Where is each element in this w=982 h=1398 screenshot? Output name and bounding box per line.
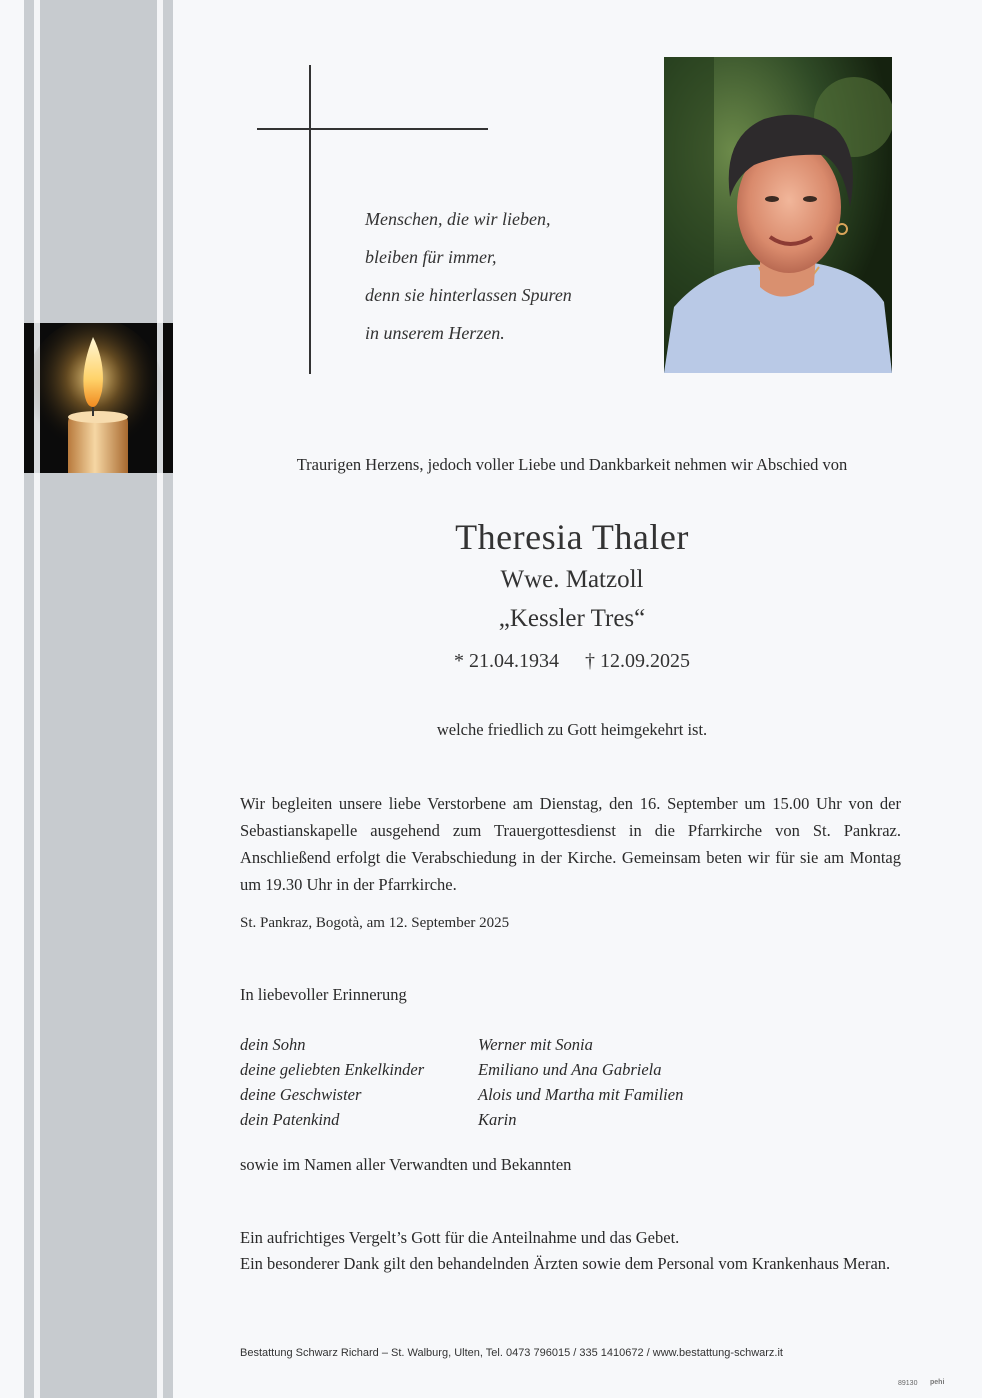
mourner-names: Karin [478, 1110, 517, 1129]
mourner-relation: deine Geschwister [240, 1085, 362, 1104]
funeral-text: Wir begleiten unsere liebe Verstorbene am Dienstag, den 16. September um 15.00 Uhr von der Sebastianskapelle ausgehend zum Trauergottesdienst in die Pfarrkirche von St. Pankraz. Anschließend erfolgt die Verabschiedung in der Kirche. Gemeinsam beten wir für sie am Montag um 19.30 Uhr in der Pfarrkirche. [240, 794, 901, 894]
poem-line: Menschen, die wir lieben, [365, 209, 551, 229]
mourner-row [240, 1057, 683, 1082]
cross-horizontal [257, 128, 488, 130]
cross-vertical [309, 65, 311, 374]
funeral-details [240, 790, 901, 898]
thanks-line: Ein besonderer Dank gilt den behandelnden Ärzten sowie dem Personal vom Krankenhaus Meran. [240, 1254, 891, 1273]
mourner-relation: dein Sohn [240, 1035, 306, 1054]
mourner-names: Werner mit Sonia [478, 1035, 593, 1054]
place-date: St. Pankraz, Bogotà, am 12. September 2025 [240, 915, 510, 931]
memorial-poem [365, 200, 655, 352]
mourner-row [240, 1032, 683, 1057]
mourner-relation: dein Patenkind [240, 1110, 340, 1129]
mourner-relation: deine geliebten Enkelkinder [240, 1060, 425, 1079]
poem-line: bleiben für immer, [365, 247, 497, 267]
return-home-text: welche friedlich zu Gott heimgekehrt ist. [436, 720, 708, 739]
mourners-list [240, 1032, 683, 1132]
decorative-sidebar [24, 0, 173, 1398]
thanks-line: Ein aufrichtiges Vergelt’s Gott für die Anteilnahme und das Gebet. [240, 1228, 680, 1247]
mourner-names: Emiliano und Ana Gabriela [478, 1060, 662, 1079]
mourner-names: Alois und Martha mit Familien [478, 1085, 684, 1104]
portrait-photo [664, 57, 892, 373]
printer-mark: pehi [930, 1379, 945, 1386]
mourner-row [240, 1107, 683, 1132]
memory-heading: In liebevoller Erinnerung [240, 985, 407, 1004]
poem-line: in unserem Herzen. [365, 323, 505, 343]
widow-of: Wwe. Matzoll [500, 566, 644, 593]
poem-line: denn sie hinterlassen Spuren [365, 285, 572, 305]
mourner-row [240, 1082, 683, 1107]
also-text: sowie im Namen aller Verwandten und Bekannten [240, 1155, 572, 1174]
funeral-home-footer: Bestattung Schwarz Richard – St. Walburg, Ulten, Tel. 0473 796015 / 335 1410672 / www.bestattung-schwarz.it [240, 1347, 783, 1359]
life-dates [240, 642, 904, 680]
intro-text: Traurigen Herzens, jedoch voller Liebe und Dankbarkeit nehmen wir Abschied von [296, 455, 848, 474]
death-date: † 12.09.2025 [585, 650, 690, 672]
thanks-block [240, 1225, 900, 1277]
candle-image [24, 323, 173, 473]
deceased-block [240, 513, 904, 680]
nickname: „Kessler Tres“ [498, 605, 646, 632]
deceased-name: Theresia Thaler [455, 517, 689, 557]
document-code: 89130 [898, 1380, 918, 1387]
birth-date: * 21.04.1934 [454, 650, 559, 672]
